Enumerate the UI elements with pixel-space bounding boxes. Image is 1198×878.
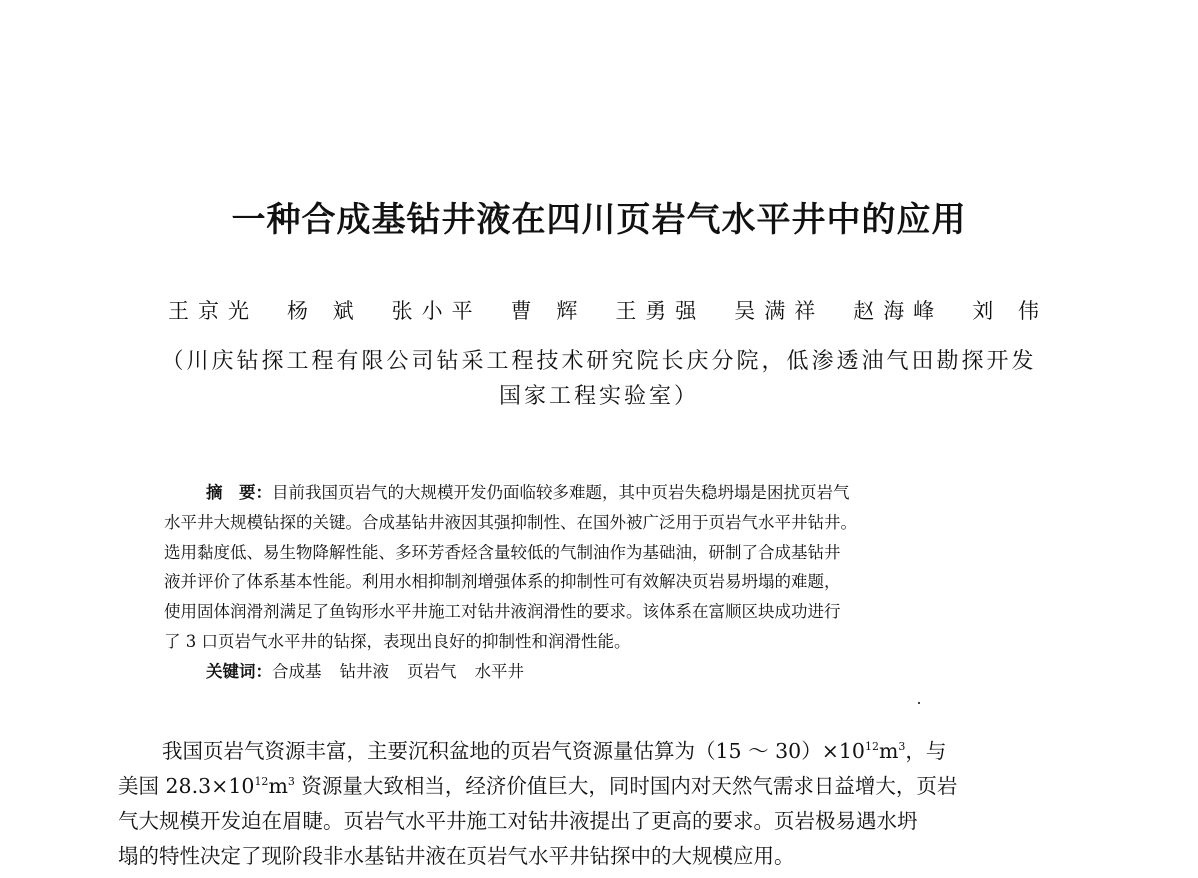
author-name: 张小平 — [391, 299, 482, 323]
keyword: 钻井液 — [339, 661, 389, 681]
exponent: 12 — [254, 775, 269, 789]
abstract-line: 液并评价了体系基本性能。利用水相抑制剂增强体系的抑制性可有效解决页岩易坍塌的难题， — [164, 572, 841, 592]
body-line: 气大规模开发迫在眉睫。页岩气水平井施工对钻井液提出了更高的要求。页岩极易遇水坍 — [118, 809, 918, 833]
author-list — [168, 294, 1048, 328]
body-text-segment: 美国 28.3×10 — [118, 774, 255, 798]
author-name: 杨 斌 — [286, 299, 363, 323]
exponent: 12 — [864, 740, 879, 754]
unit: m — [878, 739, 899, 763]
body-text-segment: 资源量大致相当，经济价值巨大，同时国内对天然气需求日益增大，页岩 — [294, 774, 958, 798]
abstract-line: 选用黏度低、易生物降解性能、多环芳香烃含量较低的气制油作为基础油，研制了合成基钻井 — [164, 542, 841, 562]
author-name: 赵海峰 — [853, 299, 944, 323]
keywords-label: 关键词： — [206, 661, 272, 681]
body-paragraph — [118, 734, 1084, 874]
body-line — [118, 769, 1084, 804]
body-line — [118, 734, 1084, 769]
abstract-line: 了 3 口页岩气水平井的钻探，表现出良好的抑制性和润滑性能。 — [164, 631, 631, 651]
abstract-line: 使用固体润滑剂满足了鱼钩形水平井施工对钻井液润滑性的要求。该体系在富顺区块成功进行 — [164, 602, 841, 622]
author-name: 刘 伟 — [972, 299, 1048, 323]
author-name: 王勇强 — [615, 299, 706, 323]
paper-title: 一种合成基钻井液在四川页岩气水平井中的应用 — [231, 200, 967, 240]
abstract — [164, 478, 1036, 687]
body-text-segment: 我国页岩气资源丰富，主要沉积盆地的页岩气资源量估算为（15 ～ 30）×10 — [162, 739, 865, 763]
body-line: 塌的特性决定了现阶段非水基钻井液在页岩气水平井钻探中的大规模应用。 — [118, 844, 795, 868]
keyword: 页岩气 — [407, 661, 457, 681]
scan-speck — [918, 702, 920, 704]
abstract-label: 摘 要： — [206, 483, 272, 502]
abstract-text: 目前我国页岩气的大规模开发仍面临较多难题，其中页岩失稳坍塌是困扰页岩气 — [272, 483, 850, 502]
exponent: 3 — [287, 775, 295, 789]
author-name: 曹 辉 — [510, 299, 587, 323]
author-name: 王京光 — [168, 299, 258, 323]
keyword: 水平井 — [474, 661, 524, 681]
body-text-segment: ，与 — [905, 739, 947, 763]
affiliation-line-1: （川庆钻探工程有限公司钻采工程技术研究院长庆分院，低渗透油气田勘探开发 — [161, 349, 1037, 374]
exponent: 3 — [898, 740, 906, 754]
abstract-line — [164, 478, 1036, 508]
keywords — [164, 657, 1036, 687]
abstract-line: 水平井大规模钻探的关键。合成基钻井液因其强抑制性、在国外被广泛用于页岩气水平井钻井。 — [164, 512, 857, 532]
affiliation-line-2: 国家工程实验室） — [498, 384, 699, 409]
affiliation — [118, 344, 1080, 414]
unit: m — [268, 774, 288, 798]
keyword: 合成基 — [272, 661, 322, 681]
author-name: 吴满祥 — [734, 299, 825, 323]
